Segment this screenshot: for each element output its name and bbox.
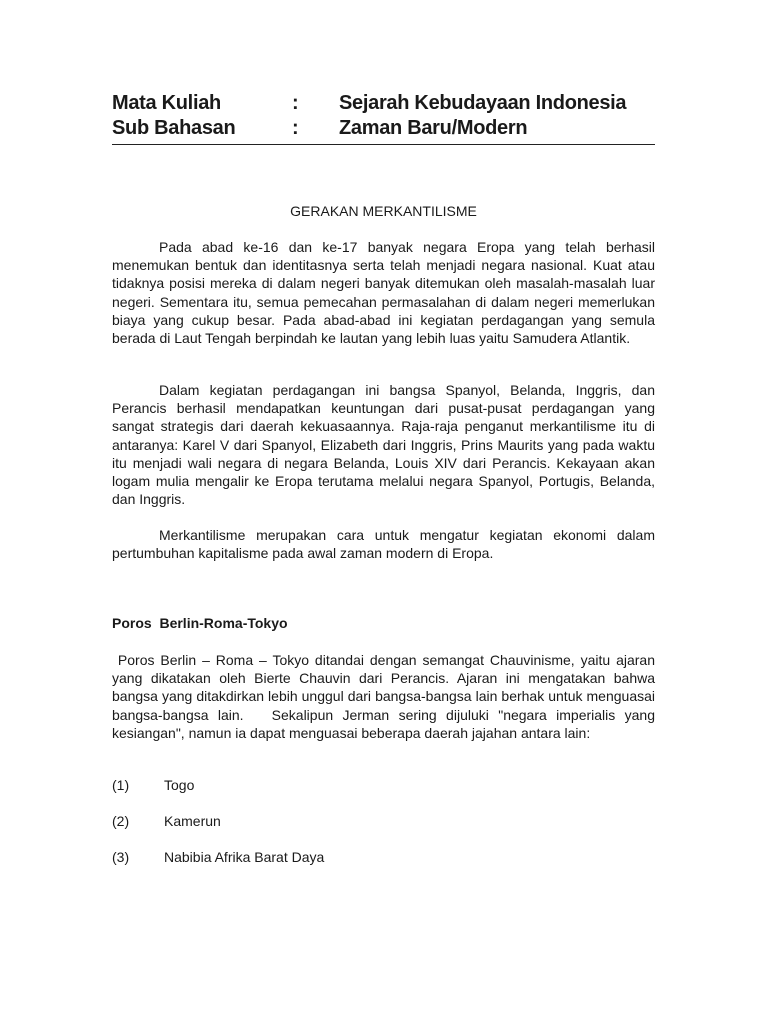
list-item-number: (1): [112, 777, 130, 793]
course-label: Mata Kuliah: [112, 92, 221, 114]
subtopic-label: Sub Bahasan: [112, 117, 236, 139]
course-value: Sejarah Kebudayaan Indonesia: [339, 92, 627, 114]
paragraph-2: Dalam kegiatan perdagangan ini bangsa Spanyol, Belanda, Inggris, dan Perancis berhasil mendapatkan keuntungan dari pusat-pusat perdagangan yang sangat strategis dari daerah kekuasaannya. Raja-raja penganut merkantilisme itu di antaranya: Karel V dari Spanyol, Elizabeth dari Inggris, Prins Maurits yang pada waktu itu menjadi wali negara di negara Belanda, Louis XIV dari Perancis. Kekayaan akan logam mulia mengalir ke Eropa terutama melalui negara Spanyol, Portugis, Belanda, dan Inggris.: [112, 382, 655, 508]
subtopic-colon: :: [292, 117, 299, 139]
paragraph-1: Pada abad ke-16 dan ke-17 banyak negara Eropa yang telah berhasil menemukan bentuk dan identitasnya serta telah menjadi negara nasional. Kuat atau tidaknya posisi mereka di dalam negeri banyak ditemukan oleh masalah-masalah luar negeri. Sementara itu, semua pemecahan permasalahan di dalam negeri memerlukan biaya yang cukup besar. Pada abad-abad ini kegiatan perdagangan yang semula berada di Laut Tengah berpindah ke lautan yang lebih luas yaitu Samudera Atlantik.: [112, 239, 655, 347]
course-row: [112, 91, 655, 116]
document-title: GERAKAN MERKANTILISME: [290, 203, 477, 219]
list-item-text: Kamerun: [164, 813, 221, 829]
section-heading: Poros Berlin-Roma-Tokyo: [112, 615, 288, 631]
list-item: [112, 776, 194, 794]
course-colon: :: [292, 92, 299, 114]
paragraph-3: Merkantilisme merupakan cara untuk mengatur kegiatan ekonomi dalam pertumbuhan kapitalisme pada awal zaman modern di Eropa.: [112, 527, 655, 562]
list-item-text: Togo: [164, 777, 195, 793]
subtopic-row: [112, 116, 655, 141]
list-item-number: (3): [112, 849, 130, 865]
list-item-text: Nabibia Afrika Barat Daya: [164, 849, 325, 865]
document-header: [112, 91, 655, 145]
list-item-number: (2): [112, 813, 130, 829]
list-item: [112, 848, 324, 866]
section-paragraph: Poros Berlin – Roma – Tokyo ditandai dengan semangat Chauvinisme, yaitu ajaran yang dikatakan oleh Bierte Chauvin dari Perancis. Ajaran ini mengatakan bahwa bangsa yang ditakdirkan lebih unggul dari bangsa-bangsa lain berhak untuk menguasai bangsa-bangsa lain. Sekalipun Jerman sering dijuluki "negara imperialis yang kesiangan", namun ia dapat menguasai beberapa daerah jajahan antara lain:: [112, 652, 659, 741]
subtopic-value: Zaman Baru/Modern: [339, 117, 528, 139]
list-item: [112, 812, 221, 830]
